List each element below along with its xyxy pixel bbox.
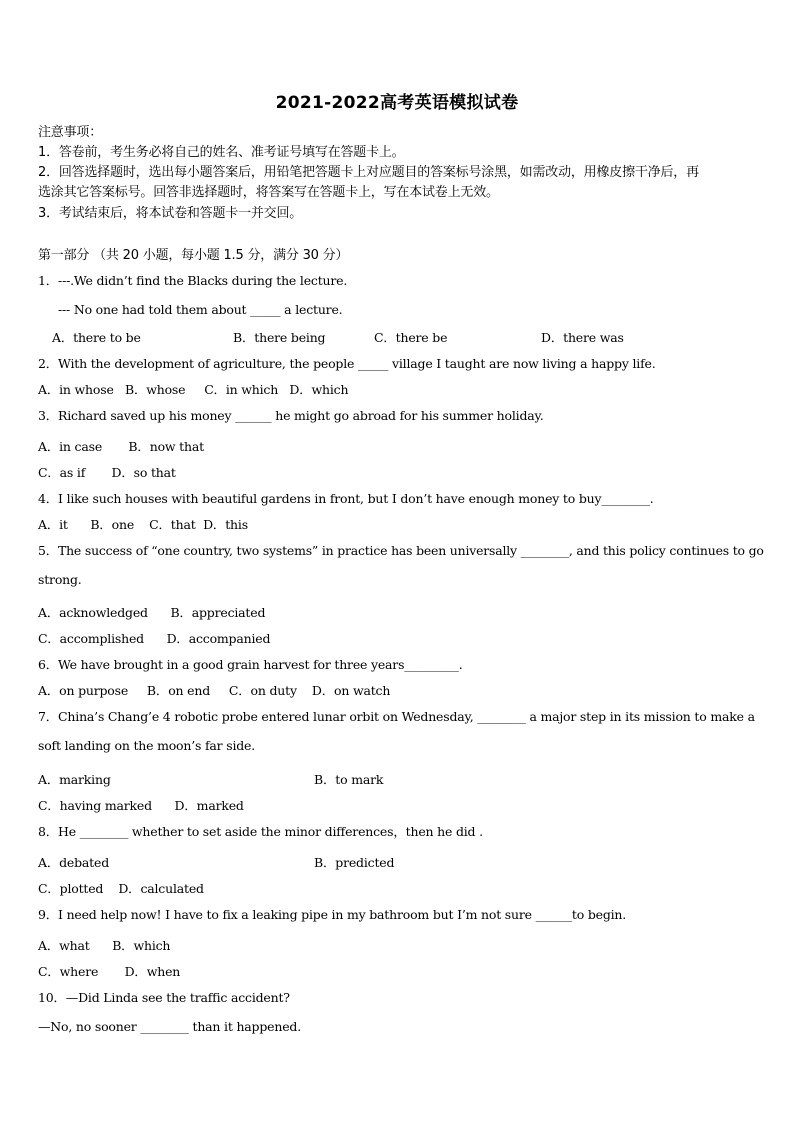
question-2-stem: 2．With the development of agriculture, the people _____ village I taught are now living a happy life. <box>38 356 656 371</box>
question-9-options-row-1: A．what B．which <box>38 938 171 953</box>
question-5-options-row-1: A．acknowledged B．appreciated <box>38 605 266 620</box>
section-heading: 第一部分 （共 20 小题，每小题 1.5 分，满分 30 分） <box>38 248 349 263</box>
notice-item: 1．答卷前，考生务必将自己的姓名、准考证号填写在答题卡上。 <box>38 145 405 160</box>
question-7-stem-2: soft landing on the moon’s far side. <box>38 738 256 753</box>
question-6-options: A．on purpose B．on end C．on duty D．on watch <box>38 683 391 698</box>
question-8-option-b: B．predicted <box>314 855 395 870</box>
question-5-stem-2: strong. <box>38 572 82 587</box>
question-9-stem: 9．I need help now! I have to fix a leaking pipe in my bathroom but I’m not sure ______to begin. <box>38 907 627 922</box>
question-4-stem: 4．I like such houses with beautiful gardens in front, but I don’t have enough money to buy________. <box>38 491 654 506</box>
question-1-option-d: D．there was <box>541 330 624 345</box>
question-8-options-row-2: C．plotted D．calculated <box>38 881 204 896</box>
question-8-stem: 8．He ________ whether to set aside the minor differences，then he did . <box>38 824 483 839</box>
question-1-option-a: A．there to be <box>52 330 141 345</box>
question-7-option-a: A．marking <box>38 772 111 787</box>
question-10-stem-2: —No, no sooner ________ than it happened. <box>38 1019 301 1034</box>
question-3-options-row-1: A．in case B．now that <box>38 439 204 454</box>
question-3-options-row-2: C．as if D．so that <box>38 465 176 480</box>
notice-item: 3．考试结束后，将本试卷和答题卡一并交回。 <box>38 206 303 221</box>
question-5-options-row-2: C．accomplished D．accompanied <box>38 631 271 646</box>
question-1-stem-2: --- No one had told them about _____ a lecture. <box>58 302 343 317</box>
question-10-stem: 10．—Did Linda see the traffic accident? <box>38 990 290 1005</box>
question-2-options: A．in whose B．whose C．in which D．which <box>38 382 349 397</box>
question-8-option-a: A．debated <box>38 855 110 870</box>
question-7-stem: 7．China’s Chang’e 4 robotic probe entered lunar orbit on Wednesday, ________ a major step in its mission to make a <box>38 709 755 724</box>
question-4-options: A．it B．one C．that D．this <box>38 517 248 532</box>
question-9-options-row-2: C．where D．when <box>38 964 181 979</box>
question-7-options-row-2: C．having marked D．marked <box>38 798 244 813</box>
question-5-stem: 5．The success of “one country, two systems” in practice has been universally ________, and this policy continues to go <box>38 543 764 558</box>
question-1-stem: 1．---.We didn’t find the Blacks during the lecture. <box>38 273 348 288</box>
notice-item: 选涂其它答案标号。回答非选择题时，将答案写在答题卡上，写在本试卷上无效。 <box>38 185 499 200</box>
question-6-stem: 6．We have brought in a good grain harvest for three years_________. <box>38 657 463 672</box>
notice-item: 2．回答选择题时，选出每小题答案后，用铅笔把答题卡上对应题目的答案标号涂黑，如需改动，用橡皮擦干净后，再 <box>38 165 699 180</box>
question-7-option-b: B．to mark <box>314 772 384 787</box>
page-title: 2021-2022高考英语模拟试卷 <box>275 93 519 113</box>
notice-heading: 注意事项： <box>38 125 103 140</box>
question-1-option-c: C．there be <box>374 330 448 345</box>
question-3-stem: 3．Richard saved up his money ______ he might go abroad for his summer holiday. <box>38 408 544 423</box>
question-1-option-b: B．there being <box>233 330 326 345</box>
